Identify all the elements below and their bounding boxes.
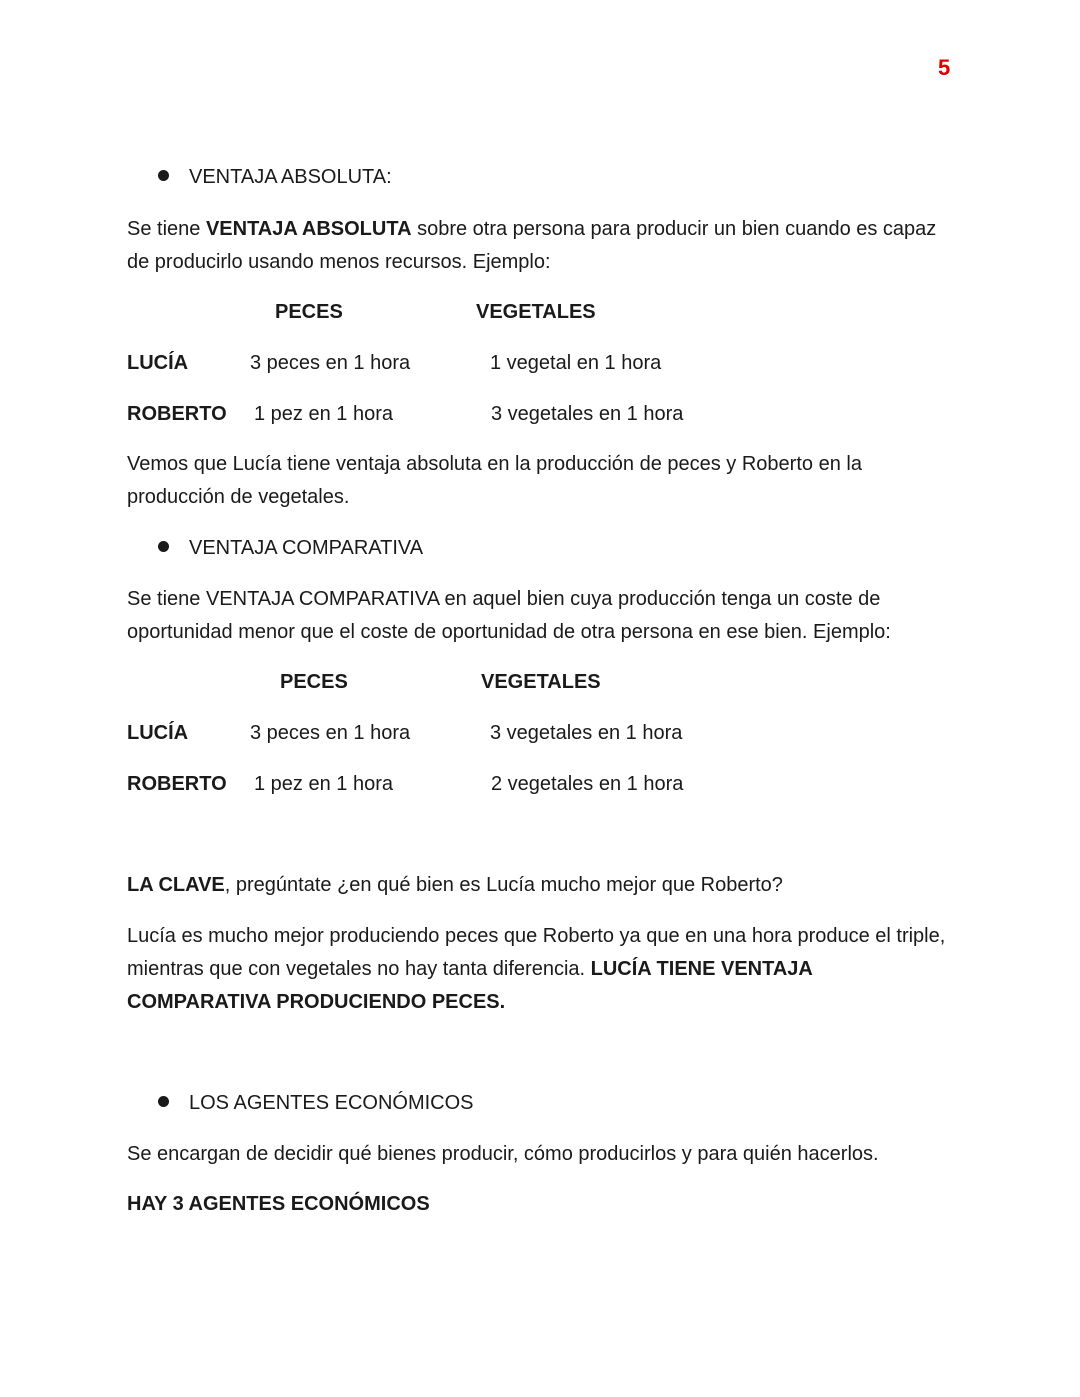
section-heading: VENTAJA COMPARATIVA (189, 537, 424, 559)
column-header: PECES (280, 671, 348, 693)
bullet-icon (158, 170, 169, 181)
definition-ventaja-absoluta: Se tiene VENTAJA ABSOLUTA sobre otra persona para producir un bien cuando es capaz de producirlo usando menos recursos. Ejemplo: (127, 218, 937, 273)
table-cell: 2 vegetales en 1 hora (491, 773, 684, 795)
bullet-icon (158, 541, 169, 552)
row-label: ROBERTO (127, 403, 227, 425)
table-cell: 3 peces en 1 hora (250, 352, 411, 374)
table-cell: 3 vegetales en 1 hora (490, 722, 683, 744)
bullet-agentes-economicos (158, 1092, 474, 1115)
table-cell: 1 pez en 1 hora (254, 773, 393, 795)
bold-conclusion: LUCÍA TIENE VENTAJA COMPARATIVA PRODUCIENDO PECES. (127, 958, 813, 1013)
row-label: ROBERTO (127, 773, 227, 795)
bullet-ventaja-absoluta (158, 166, 392, 189)
explanation-paragraph: Lucía es mucho mejor produciendo peces que Roberto ya que en una hora produce el triple, mientras que con vegetales no hay tanta diferencia. LUCÍA TIENE VENTAJA COMPARATIVA PRODUCIENDO PECES. (127, 925, 946, 1013)
bullet-ventaja-comparativa (158, 537, 423, 560)
table-cell: 1 pez en 1 hora (254, 403, 393, 425)
page-number: 5 (938, 55, 951, 80)
row-label: LUCÍA (127, 722, 189, 744)
table-cell: 3 vegetales en 1 hora (491, 403, 684, 425)
bold-term: VENTAJA ABSOLUTA (205, 218, 412, 240)
conclusion-ventaja-absoluta: Vemos que Lucía tiene ventaja absoluta en la producción de peces y Roberto en la producción de vegetales. (127, 453, 862, 508)
agents-count: HAY 3 AGENTES ECONÓMICOS (127, 1193, 430, 1215)
bullet-icon (158, 1096, 169, 1107)
bold-term: LA CLAVE (127, 874, 225, 896)
definition-ventaja-comparativa: Se tiene VENTAJA COMPARATIVA en aquel bien cuya producción tenga un coste de oportunidad menor que el coste de oportunidad de otra persona en ese bien. Ejemplo: (127, 588, 891, 643)
section-heading: LOS AGENTES ECONÓMICOS (189, 1092, 474, 1114)
table-cell: 3 peces en 1 hora (250, 722, 411, 744)
key-question: LA CLAVE, pregúntate ¿en qué bien es Lucía mucho mejor que Roberto? (127, 874, 783, 896)
description-agentes: Se encargan de decidir qué bienes producir, cómo producirlos y para quién hacerlos. (127, 1143, 879, 1165)
column-header: VEGETALES (481, 671, 601, 693)
column-header: PECES (275, 301, 343, 323)
section-heading: VENTAJA ABSOLUTA: (189, 166, 392, 188)
column-header: VEGETALES (476, 301, 596, 323)
table-cell: 1 vegetal en 1 hora (490, 352, 662, 374)
row-label: LUCÍA (127, 352, 189, 374)
